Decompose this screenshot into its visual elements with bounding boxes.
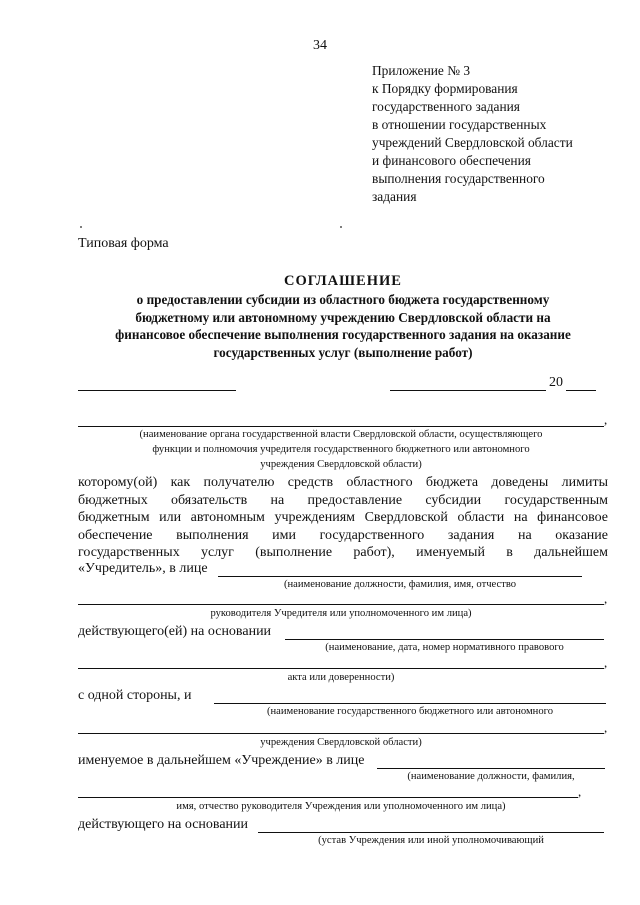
scan-speck [340, 226, 342, 228]
caption-organ-2: функции и полномочия учредителя государственного бюджетного или автономного [152, 444, 530, 455]
caption-charter: (устав Учреждения или иной уполномочивающий [318, 835, 544, 846]
body-line: обеспечение выполнения ими государственного задания на оказание [78, 527, 608, 543]
form-type-label: Типовая форма [78, 236, 169, 251]
organ-name-blank[interactable] [78, 426, 604, 427]
founder-representative-blank-2[interactable] [78, 604, 604, 605]
appendix-line: задания [372, 189, 417, 204]
appendix-line: государственного задания [372, 99, 520, 114]
body-line: государственных услуг (выполнение работ), именуемый в дальнейшем [78, 545, 608, 560]
comma: , [604, 655, 608, 670]
page-number: 34 [313, 38, 327, 53]
title-line: государственных услуг (выполнение работ) [213, 344, 473, 360]
caption-inst-position-1: (наименование должности, фамилия, [407, 771, 575, 782]
appendix-line: к Порядку формирования [372, 81, 518, 96]
acting-basis-label: действующего(ей) на основании [78, 624, 272, 639]
caption-position-1: (наименование должности, фамилия, имя, отчество [283, 579, 517, 590]
founder-label: «Учредитель», в лице [78, 561, 208, 576]
caption-organ-3: учреждения Свердловской области) [260, 459, 422, 470]
date-blank[interactable] [390, 390, 546, 391]
appendix-block [372, 62, 573, 206]
comma: , [578, 784, 582, 799]
appendix-line: и финансового обеспечения [372, 153, 531, 168]
document-title [70, 271, 616, 361]
appendix-line: выполнения государственного [372, 171, 545, 186]
one-side-label: с одной стороны, и [78, 688, 192, 703]
year-blank[interactable] [566, 390, 596, 391]
caption-institution-1: (наименование государственного бюджетного или автономного [266, 706, 554, 717]
caption-basis-2: акта или доверенности) [287, 672, 395, 683]
place-blank[interactable] [78, 390, 236, 391]
title-line: бюджетному или автономному учреждению Свердловской области на [135, 309, 551, 325]
comma: , [604, 412, 608, 427]
scan-speck [80, 226, 82, 228]
institution-head-blank[interactable] [377, 768, 605, 769]
year-prefix: 20 [549, 375, 563, 390]
title-line: финансовое обеспечение выполнения государственного задания на оказание [115, 327, 571, 342]
comma: , [604, 720, 608, 735]
title-main: СОГЛАШЕНИЕ [284, 273, 402, 289]
caption-inst-position-2: имя, отчество руководителя Учреждения или уполномоченного им лица) [176, 801, 506, 812]
caption-basis-1: (наименование, дата, номер нормативного правового [325, 642, 564, 653]
acting-basis-label-2: действующего на основании [78, 817, 249, 832]
appendix-line: учреждений Свердловской области [372, 135, 573, 150]
comma: , [604, 591, 608, 606]
institution-head-blank-2[interactable] [78, 797, 578, 798]
named-institution-label: именуемое в дальнейшем «Учреждение» в лице [78, 753, 365, 768]
basis-blank-2[interactable] [78, 668, 604, 669]
appendix-line: Приложение № 3 [372, 63, 471, 78]
body-line: бюджетным или автономным учреждениям Свердловской области на финансовое [78, 510, 608, 525]
founder-representative-blank[interactable] [218, 576, 582, 577]
body-paragraph [78, 474, 608, 562]
caption-position-2: руководителя Учредителя или уполномоченного им лица) [210, 608, 472, 619]
title-line: о предоставлении субсидии из областного бюджета государственному [136, 292, 550, 307]
caption-organ-1: (наименование органа государственной власти Свердловской области, осуществляющего [139, 429, 543, 440]
institution-blank-2[interactable] [78, 733, 604, 734]
body-line: которому(ой) как получателю средств областного бюджета доведены лимиты [78, 475, 608, 490]
basis-blank[interactable] [285, 639, 604, 640]
institution-blank[interactable] [214, 703, 606, 704]
appendix-line: в отношении государственных [372, 117, 547, 132]
body-line: бюджетных обязательств на предоставление субсидии государственным [78, 492, 608, 508]
caption-institution-2: учреждения Свердловской области) [260, 737, 422, 748]
charter-blank[interactable] [258, 832, 604, 833]
